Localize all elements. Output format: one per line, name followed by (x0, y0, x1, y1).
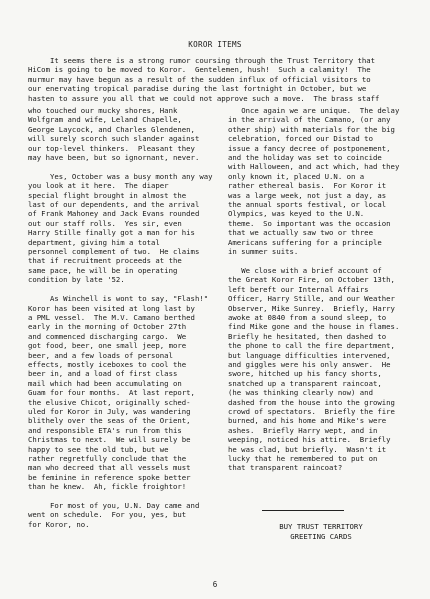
left-paragraph-3: As Winchell is wont to say, "Flash!" Koror has been visited at long last by a PML vessel. The M.V. Camano berthed early in the morning of October 27th and commenced discharging cargo. We got food, beer, one small jeep, more beer, and a few loads of personal effects, mostly iceboxes to cool the beer in, and a load of first class mail which had been accumulating on Guam for four months. At last report, the elusive Chicot, originally sched- uled for Koror in July, was wandering blithely over the seas of the Orient, and responsible ETA's run from this Christmas to next. We will surely be happy to see the old tub, but we rather regretfully conclude that the man who decreed that all vessels must be feminine in reference spoke better than he knew. Ah, fickle froightor! (28, 294, 209, 492)
left-column (28, 106, 222, 539)
right-column (228, 106, 414, 482)
left-paragraph-1: who touched our mucky shores, Hank Wolfgram and wife, Leland Chapelle, George Laycock, and Charles Glendenen, will surely scorch such slander against our top-level thinkers. Pleasant they may have been, but so ignornant, never. (28, 106, 200, 163)
page-number: 6 (212, 580, 218, 589)
left-paragraph-2: Yes, October was a busy month any way you look at it here. The diaper special flight brought in almost the last of our dependents, and the arrival of Frank Mahoney and Jack Evans rounded out our staff rolls. Yes sir, even Harry Stille finally got a man for his department, giving him a total personnel complement of two. He claims that if recruitment proceeds at the same pace, he will be in operating condition by late '52. (28, 171, 213, 285)
right-paragraph-2: We close with a brief account of the Great Koror Fire, on October 13th, left bereft our Internal Affairs Officer, Harry Stille, and our Weather Observer, Mike Sunrey. Briefly, Harry awoke at 0840 from a sound sleep, to find Mike gone and the house in flames. Briefly he hesitated, then dashed to the phone to call the fire department, but language difficulties intervened, and giggles were his only answer. He swore, hitched up his fancy shorts, snatched up a transparent raincoat, (he was thinking clearly now) and dashed from the house into the growing crowd of spectators. Briefly the fire burned, and his home and Mike's were ashes. Briefly Harry wept, and in weeping, noticed his attire. Briefly he was clad, but briefly. Wasn't it lucky that he remembered to put on that transparent raincoat? (228, 265, 400, 473)
intro-paragraph: It seems there is a strong rumor coursing through the Trust Territory that HiCom is going to be moved to Koror. Gentelemen, hush! Such a calamity! The murmur may have begun as a result of the sudden influx of official visitors to our enervating tropical paradise during the last fortnight in October, but we hasten to assure you all that we could not approve such a move. The brass staff (28, 56, 380, 103)
divider-rule (262, 510, 344, 511)
right-paragraph-1: Once again we are unique. The delay in the arrival of the Camano, (or any other ship) with materials for the big celebration, forced our Distad to issue a fancy decree of postponement, and the holiday was set to coincide with Halloween, and act which, had they only known it, placed U.N. on a rather ethereal basis. For Koror it was a large week, not just a day, as the annual sports festival, or local Olympics, was keyed to the U.N. theme. So important was the occasion that we actually saw two or three Americans suffering for a principle in summer suits. (228, 106, 400, 257)
greeting-cards-ad: BUY TRUST TERRITORY GREETING CARDS (279, 522, 363, 541)
left-paragraph-4: For most of you, U.N. Day came and went on schedule. For you, yes, but for Koror, no. (28, 501, 200, 529)
page-title: KOROR ITEMS (188, 40, 242, 49)
